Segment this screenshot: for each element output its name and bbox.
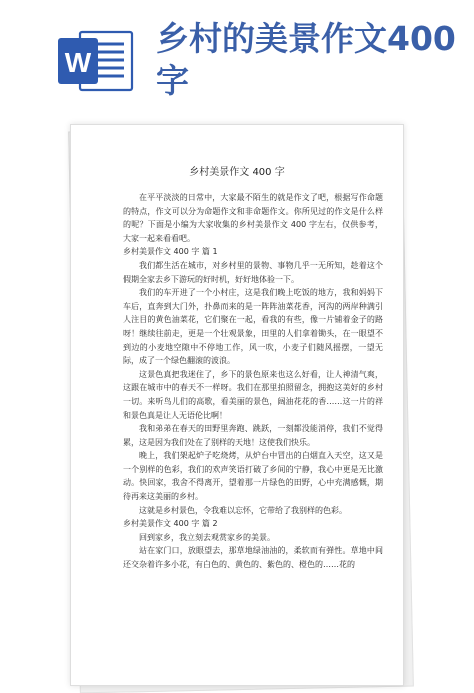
paragraph: 这就是乡村景色，令我难以忘怀，它带给了我别样的色彩。: [139, 505, 347, 515]
paragraph: 回到家乡，我立刻去观赏家乡的美景。: [139, 532, 275, 542]
paragraph: 我们都生活在城市，对乡村里的景物、事物几乎一无所知，趁着这个假期全家去乡下游玩的好时机，好好地体验一下。: [123, 260, 383, 284]
document-body: [123, 191, 383, 572]
section-heading: 乡村美景作文 400 字 篇 1: [123, 247, 218, 257]
document-page: [70, 124, 404, 686]
header-banner: [0, 0, 474, 110]
paragraph: 在平平淡淡的日常中，大家最不陌生的就是作文了吧，根据写作命题的特点，作文可以分为命题作文和非命题作文。你所见过的作文是什么样的呢？下面是小编为大家收集的乡村美景作文 400 字左右，仅供参考，大家一起来看看吧。: [123, 193, 383, 243]
paragraph: 晚上，我们架起炉子吃烧烤，从炉台中冒出的白烟直入天空，这又是一个别样的色彩，我们的欢声笑语打破了乡间的宁静，我心中更是无比激动。快回家，我舍不得离开，望着那一片绿色的田野，心中充满感慨，期待再来这美丽的乡村。: [123, 451, 383, 502]
paragraph: 站在家门口，放眼望去，那草地绿油油的，柔软而有弹性。草地中间还交杂着许多小花，有白色的、黄色的、紫色的、橙色的……花的: [123, 546, 383, 570]
paragraph: 这景色真把我迷住了，乡下的景色原来也这么好看，让人神清气爽，这跟在城市中的春天不一样呀。我们在那里拍照留念，拥抱这美好的乡村一切。来听鸟儿们的高歌，看美丽的景色，阔油花花的香……这一片的祥和景色真是让人无语伦比啊！: [123, 369, 383, 420]
paragraph: 我和弟弟在春天的田野里奔跑、跳跃，一刻都没能消停，我们不觉得累，这是因为我们处在了别样的天地！这使我们快乐。: [123, 424, 383, 447]
paragraph: 我们的车开进了一个小村庄，这是我们晚上吃饭的地方，我和妈妈下车后，直奔到大门外，扑鼻而来的是一阵阵油菜花香，河沟的两岸种满引人注目的黄色油菜花，它们聚在一起，看我的有些，像一片铺着金子的路呀！继续往前走，更是一个壮观景象，田里的人们拿着锄头，在一眼望不到边的小麦地空隙中不停地工作，风一吹，小麦子们随风摇摆，一望无际，成了一个绿色翻滚的波浪。: [123, 288, 383, 366]
document-title: 乡村美景作文 400 字: [189, 167, 285, 178]
word-document-icon: [58, 30, 134, 92]
page-title: 乡村的美景作文400字: [156, 19, 456, 100]
section-heading: 乡村美景作文 400 字 篇 2: [123, 519, 218, 529]
svg-text:W: W: [64, 47, 92, 78]
